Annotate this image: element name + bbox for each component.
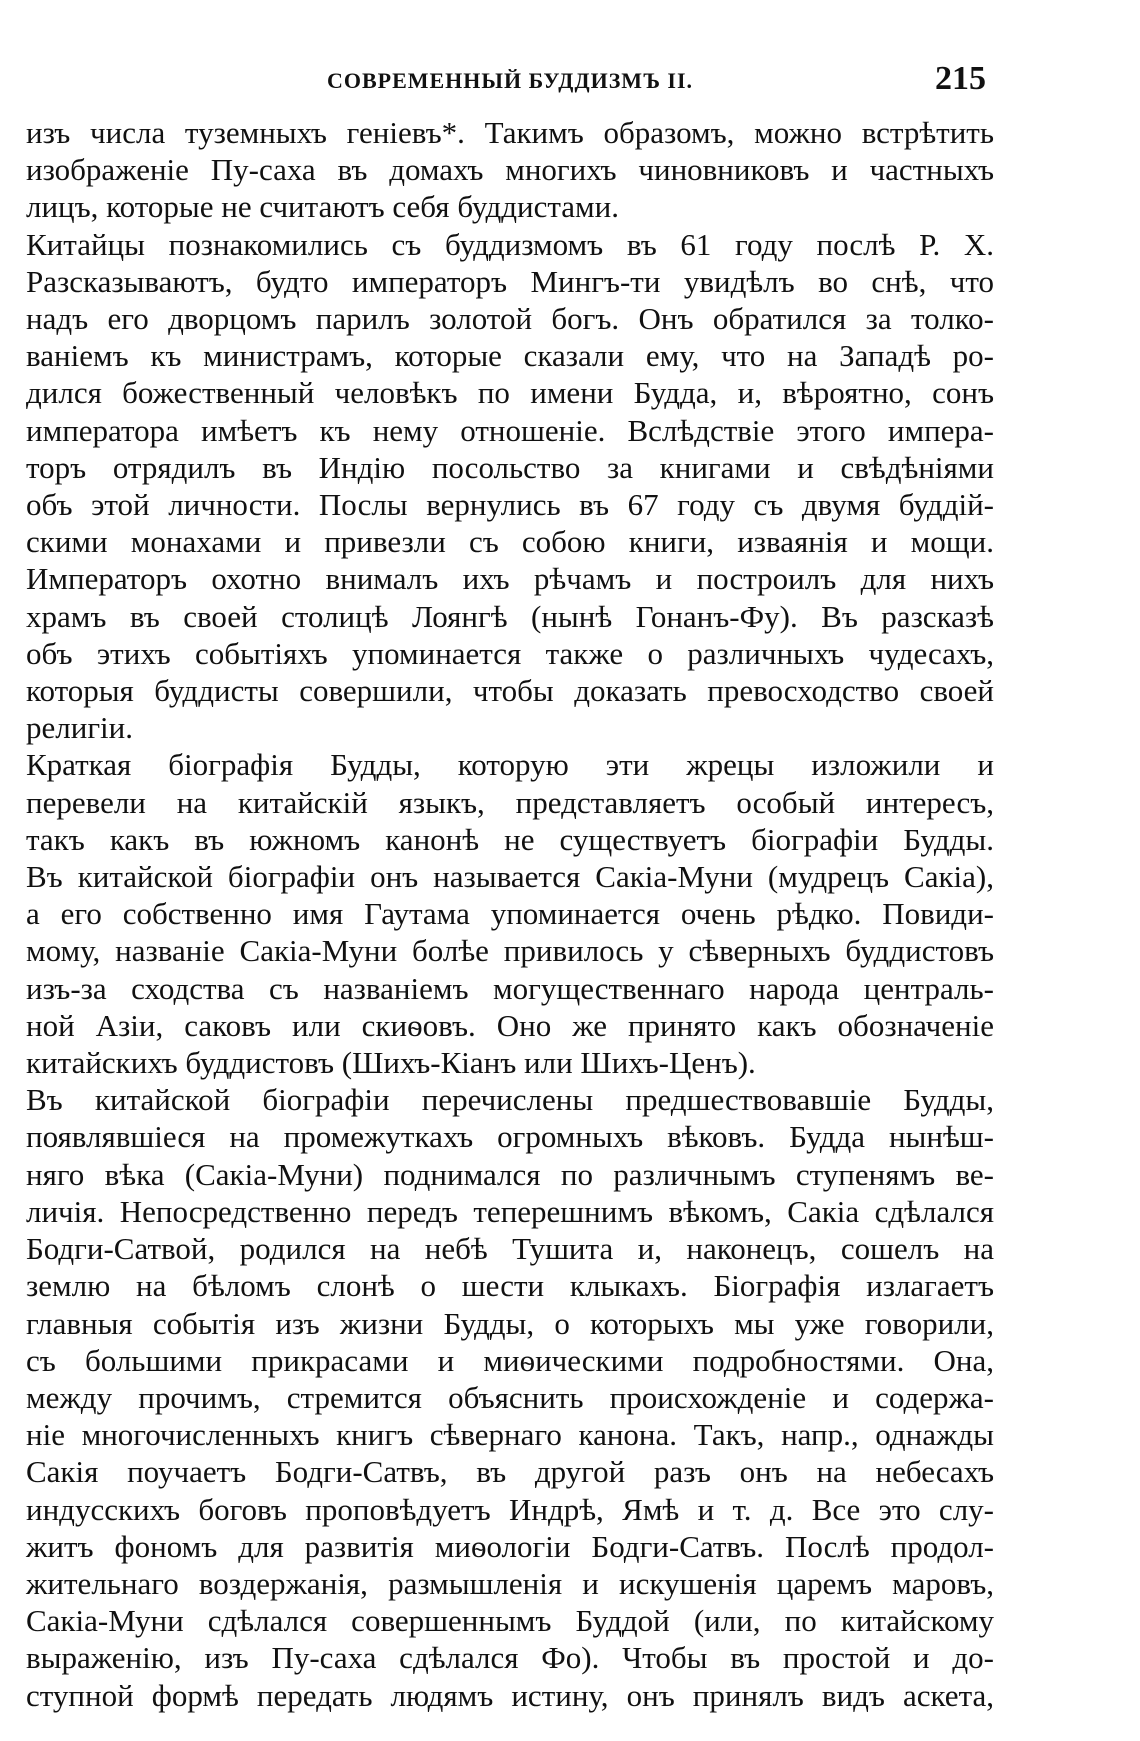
text-line: изображеніе Пу-саха въ домахъ многихъ чиновниковъ и частныхъ: [26, 152, 994, 188]
text-line: религіи.: [26, 710, 133, 746]
text-line: няго вѣка (Сакіа-Муни) поднимался по различнымъ ступенямъ ве-: [26, 1156, 994, 1192]
text-line: перевели на китайскій языкъ, представляетъ особый интересъ,: [26, 784, 994, 820]
text-line: житъ фономъ для развитія миѳологіи Бодги-Сатвъ. Послѣ продол-: [26, 1528, 994, 1564]
text-line: которыя буддисты совершили, чтобы доказать превосходство своей: [26, 673, 994, 709]
text-line: изъ-за сходства съ названіемъ могущественнаго народа централь-: [26, 970, 994, 1006]
text-line: ніе многочисленныхъ книгъ сѣвернаго канона. Такъ, напр., однажды: [26, 1417, 994, 1453]
text-line: Императоръ охотно внималъ ихъ рѣчамъ и построилъ для нихъ: [26, 561, 994, 597]
text-line: скими монахами и привезли съ собою книги, изваянія и мощи.: [26, 524, 994, 560]
text-line: землю на бѣломъ слонѣ о шести клыкахъ. Біографія излагаетъ: [26, 1268, 994, 1304]
text-line: появлявшіеся на промежуткахъ огромныхъ вѣковъ. Будда нынѣш-: [26, 1119, 994, 1155]
text-line: дился божественный человѣкъ по имени Будда, и, вѣроятно, сонъ: [26, 375, 994, 411]
book-page: [26, 56, 994, 1714]
text-line: объ этихъ событіяхъ упоминается также о различныхъ чудесахъ,: [26, 635, 994, 671]
text-line: Сакіа-Муни сдѣлался совершеннымъ Буддой (или, по китайскому: [26, 1603, 994, 1639]
body-text: [26, 114, 994, 1714]
text-line: между прочимъ, стремится объяснить происхожденіе и содержа-: [26, 1379, 994, 1415]
text-line: личія. Непосредственно передъ теперешнимъ вѣкомъ, Сакіа сдѣлался: [26, 1193, 994, 1229]
text-line: мому, названіе Сакіа-Муни болѣе привилось у сѣверныхъ буддистовъ: [26, 933, 994, 969]
text-line: съ большими прикрасами и миѳическими подробностями. Она,: [26, 1342, 994, 1378]
text-line: Китайцы познакомились съ буддизмомъ въ 61 году послѣ Р. Х.: [26, 226, 994, 262]
text-line: надъ его дворцомъ парилъ золотой богъ. Онъ обратился за толко-: [26, 301, 994, 337]
text-line: Въ китайской біографіи перечислены предшествовавшіе Будды,: [26, 1082, 994, 1118]
page-number: 215: [935, 60, 986, 97]
text-line: выраженію, изъ Пу-саха сдѣлался Фо). Чтобы въ простой и до-: [26, 1640, 994, 1676]
text-line: изъ числа туземныхъ геніевъ*. Такимъ образомъ, можно встрѣтить: [26, 115, 994, 150]
running-title: СОВРЕМЕННЫЙ БУДДИЗМЪ II.: [326, 68, 694, 93]
text-line: жительнаго воздержанія, размышленія и искушенія царемъ маровъ,: [26, 1565, 994, 1601]
text-line: главныя событія изъ жизни Будды, о которыхъ мы уже говорили,: [26, 1305, 994, 1341]
text-line: ной Азіи, саковъ или скиѳовъ. Оно же принято какъ обозначеніе: [26, 1007, 994, 1043]
text-line: лицъ, которые не считаютъ себя буддистами.: [26, 189, 619, 225]
text-line: Сакія поучаетъ Бодги-Сатвъ, въ другой разъ онъ на небесахъ: [26, 1454, 994, 1490]
text-line: торъ отрядилъ въ Индію посольство за книгами и свѣдѣніями: [26, 449, 994, 485]
text-line: объ этой личности. Послы вернулись въ 67 году съ двумя буддій-: [26, 487, 994, 523]
text-line: ступной формѣ передать людямъ истину, онъ принялъ видъ аскета,: [26, 1677, 994, 1713]
text-line: Краткая біографія Будды, которую эти жрецы изложили и: [26, 747, 994, 783]
text-line: императора имѣетъ къ нему отношеніе. Вслѣдствіе этого импера-: [26, 412, 994, 448]
text-line: ваніемъ къ министрамъ, которые сказали ему, что на Западѣ ро-: [26, 338, 994, 374]
text-line: китайскихъ буддистовъ (Шихъ-Кіанъ или Шихъ-Ценъ).: [26, 1045, 756, 1081]
text-line: Въ китайской біографіи онъ называется Сакіа-Муни (мудрецъ Сакіа),: [26, 859, 994, 895]
text-line: такъ какъ въ южномъ канонѣ не существуетъ біографіи Будды.: [26, 821, 994, 857]
running-head: [26, 56, 994, 100]
text-line: индусскихъ боговъ проповѣдуетъ Индрѣ, Ямѣ и т. д. Все это слу-: [26, 1491, 994, 1527]
text-line: а его собственно имя Гаутама упоминается очень рѣдко. Повиди-: [26, 896, 994, 932]
text-line: Разсказываютъ, будто императоръ Мингъ-ти увидѣлъ во снѣ, что: [26, 263, 994, 299]
text-line: храмъ въ своей столицѣ Лоянгѣ (нынѣ Гонанъ-Фу). Въ разсказѣ: [26, 598, 994, 634]
text-line: Бодги-Сатвой, родился на небѣ Тушита и, наконецъ, сошелъ на: [26, 1231, 994, 1267]
